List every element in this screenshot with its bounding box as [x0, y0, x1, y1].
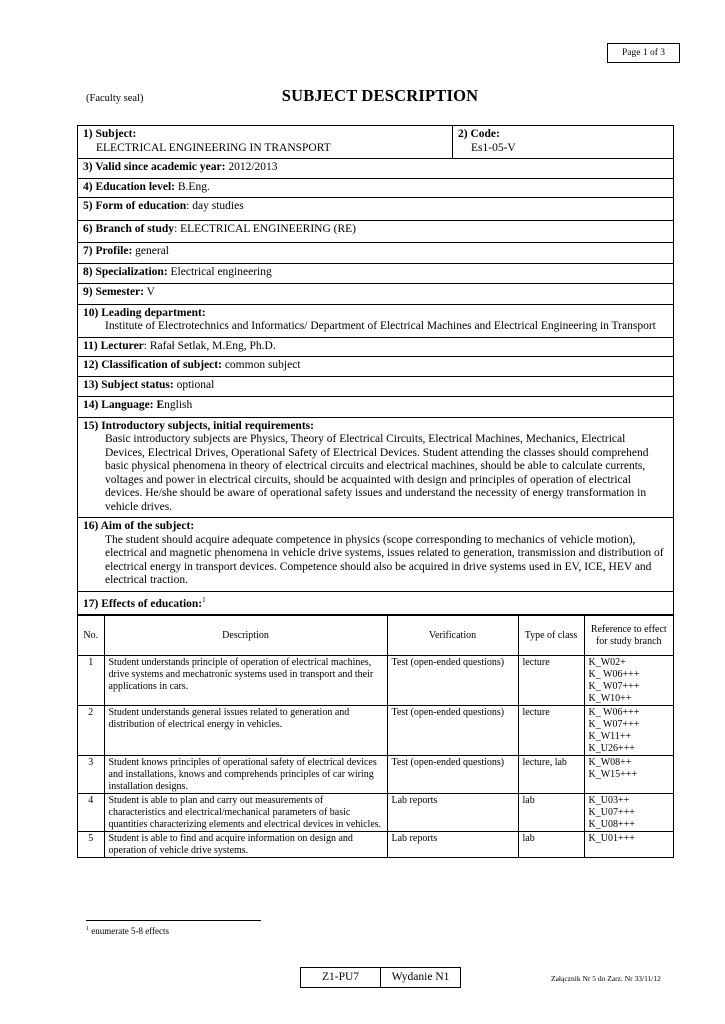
reference-code: K_ W07+++ — [588, 718, 640, 730]
row-description: Student is able to find and acquire information on design and operation of vehicle drive systems. — [104, 831, 387, 857]
lecturer-label: 11) Lecturer — [83, 339, 144, 352]
row-number: 3 — [78, 755, 104, 793]
effects-header-row — [78, 615, 673, 655]
subject-status-label: 13) Subject status: — [83, 378, 174, 391]
introductory-subjects-value: Basic introductory subjects are Physics, Theory of Electrical Circuits, Electrical Machines, Mechanics, Electrical Devices, Electrical Drives, Operational Safety of Electrical Devices. Student attending the classes should comprehend basic physical phenomena in theory of electrical circuits and electrical machines, should be able to calculate currents, voltages and power in electrical circuits, should be acquainted with design and principles of operation of electrical devices. He/she should be aware of operational safety issues and understand the necessity of energy transformation in vehicle drives. — [105, 433, 649, 513]
reference-code: K_U01+++ — [588, 832, 635, 844]
row-description: Student is able to plan and carry out measurements of characteristics and electrical/mechanical parameters of basic quantities characterizing elements and electrical devices in vehicles. — [104, 793, 387, 831]
subject-form — [77, 125, 674, 858]
code-value: Es1-05-V — [471, 141, 516, 154]
lecturer-row — [78, 338, 673, 358]
aim-row — [78, 518, 673, 592]
semester-value: V — [143, 286, 155, 298]
row-verification: Test (open-ended questions) — [387, 755, 518, 793]
form-of-education-label: 5) Form of education — [83, 200, 187, 212]
branch-of-study-row — [78, 221, 673, 244]
row-reference — [584, 793, 673, 831]
document-title: SUBJECT DESCRIPTION — [281, 86, 479, 105]
table-row — [78, 655, 673, 705]
effects-row — [78, 592, 673, 615]
education-level-label: 4) Education level: — [83, 180, 175, 193]
row-type-of-class: lecture — [518, 705, 584, 755]
aim-label: 16) Aim of the subject: — [83, 520, 195, 532]
reference-code: K_ W07+++ — [588, 680, 640, 692]
header-no: No. — [78, 615, 104, 655]
row-number: 2 — [78, 705, 104, 755]
semester-label: 9) Semester: — [83, 286, 144, 298]
classification-value: common subject — [221, 359, 301, 371]
row-reference — [584, 755, 673, 793]
row-type-of-class: lecture — [518, 655, 584, 705]
aim-value: The student should acquire adequate competence in physics (scope corresponding to mechanics of vehicle motion), electrical and magnetic phenomena in vehicle drive systems, issues related to generation, transmission and distribution of electrical energy in transport devices. Competence should also be acquired in drive systems used in EV, ICE, HEV and electrical traction. — [105, 533, 664, 586]
header-verification: Verification — [387, 615, 518, 655]
reference-code: K_W02+ — [588, 656, 626, 668]
reference-code: K_W15+++ — [588, 768, 638, 780]
introductory-subjects-row — [78, 418, 673, 519]
effects-footnote-ref: 1 — [202, 595, 206, 604]
reference-code: K_W10++ — [588, 692, 632, 704]
row-type-of-class: lecture, lab — [518, 755, 584, 793]
reference-code: K_W11++ — [588, 730, 632, 742]
education-level-value: B.Eng. — [175, 180, 210, 193]
lecturer-value: : Rafał Setlak, M.Eng, Ph.D. — [143, 339, 276, 352]
row-reference — [584, 655, 673, 705]
row-reference — [584, 705, 673, 755]
form-of-education-value: : day studies — [186, 200, 244, 212]
row-type-of-class: lab — [518, 831, 584, 857]
row-number: 4 — [78, 793, 104, 831]
form-code-box: Z1-PU7 — [300, 967, 381, 988]
subject-label: 1) Subject: — [83, 128, 137, 140]
effects-table — [78, 615, 673, 857]
valid-year-value: 2012/2013 — [225, 161, 278, 173]
table-row — [78, 793, 673, 831]
reference-code: K_W08++ — [588, 756, 632, 768]
branch-of-study-label: 6) Branch of study — [83, 222, 175, 235]
valid-year-label: 3) Valid since academic year: — [83, 161, 226, 173]
table-row — [78, 755, 673, 793]
footnote-text: enumerate 5-8 effects — [89, 926, 170, 936]
subject-cell — [78, 126, 453, 158]
footnote-marker: 1 — [86, 926, 89, 932]
subject-status-value: optional — [173, 378, 215, 391]
classification-label: 12) Classification of subject: — [83, 359, 222, 371]
leading-department-value: Institute of Electrotechnics and Informatics/ Department of Electrical Machines and Electrical Engineering in Transport — [105, 320, 656, 332]
education-level-row — [78, 179, 673, 199]
row-description: Student knows principles of operational safety of electrical devices and installations, knows and comprehends principles of car wiring installation designs. — [104, 755, 387, 793]
reference-code: K_ W06+++ — [588, 706, 640, 718]
reference-code: K_U03++ — [588, 794, 630, 806]
language-label: 14) Language: E — [83, 399, 165, 411]
row-number: 5 — [78, 831, 104, 857]
classification-row — [78, 357, 673, 377]
table-row — [78, 705, 673, 755]
row-type-of-class: lab — [518, 793, 584, 831]
language-value: nglish — [164, 399, 193, 411]
code-label: 2) Code: — [458, 128, 500, 140]
row-verification: Test (open-ended questions) — [387, 655, 518, 705]
footnote — [86, 926, 169, 936]
subject-status-row — [78, 377, 673, 398]
row-reference — [584, 831, 673, 857]
profile-label: 7) Profile: — [83, 245, 133, 257]
header-description: Description — [104, 615, 387, 655]
edition-box: Wydanie N1 — [380, 967, 461, 988]
code-cell — [453, 126, 673, 158]
reference-code: K_U26+++ — [588, 742, 635, 754]
profile-value: general — [132, 245, 169, 257]
reference-code: K_U07+++ — [588, 806, 635, 818]
effects-label: 17) Effects of education: — [83, 597, 203, 610]
leading-department-row — [78, 305, 673, 338]
valid-year-row — [78, 159, 673, 179]
table-row — [78, 831, 673, 857]
annex-note: Załącznik Nr 5 do Zarz. Nr 33/11/12 — [551, 974, 661, 983]
reference-code: K_ W06+++ — [588, 668, 640, 680]
faculty-seal: (Faculty seal) — [86, 93, 144, 104]
language-row — [78, 397, 673, 418]
row-verification: Test (open-ended questions) — [387, 705, 518, 755]
row-verification: Lab reports — [387, 831, 518, 857]
branch-of-study-value: : ELECTRICAL ENGINEERING (RE) — [174, 222, 357, 235]
introductory-subjects-label: 15) Introductory subjects, initial requirements: — [83, 419, 314, 432]
row-verification: Lab reports — [387, 793, 518, 831]
specialization-label: 8) Specialization: — [83, 265, 168, 278]
subject-code-row — [78, 126, 673, 159]
specialization-row — [78, 264, 673, 285]
page-number-box: Page 1 of 3 — [607, 43, 680, 63]
semester-row — [78, 284, 673, 305]
row-number: 1 — [78, 655, 104, 705]
row-description: Student understands principle of operation of electrical machines, drive systems and mechatronic systems used in transport and their applications in cars. — [104, 655, 387, 705]
profile-row — [78, 243, 673, 264]
leading-department-label: 10) Leading department: — [83, 306, 206, 319]
form-of-education-row — [78, 198, 673, 221]
subject-value: ELECTRICAL ENGINEERING IN TRANSPORT — [96, 141, 331, 154]
row-description: Student understands general issues related to generation and distribution of electrical energy in vehicles. — [104, 705, 387, 755]
footnote-divider — [86, 920, 261, 921]
specialization-value: Electrical engineering — [167, 265, 272, 278]
header-type-of-class: Type of class — [518, 615, 584, 655]
header-reference: Reference to effect for study branch — [584, 615, 673, 655]
reference-code: K_U08+++ — [588, 818, 635, 830]
